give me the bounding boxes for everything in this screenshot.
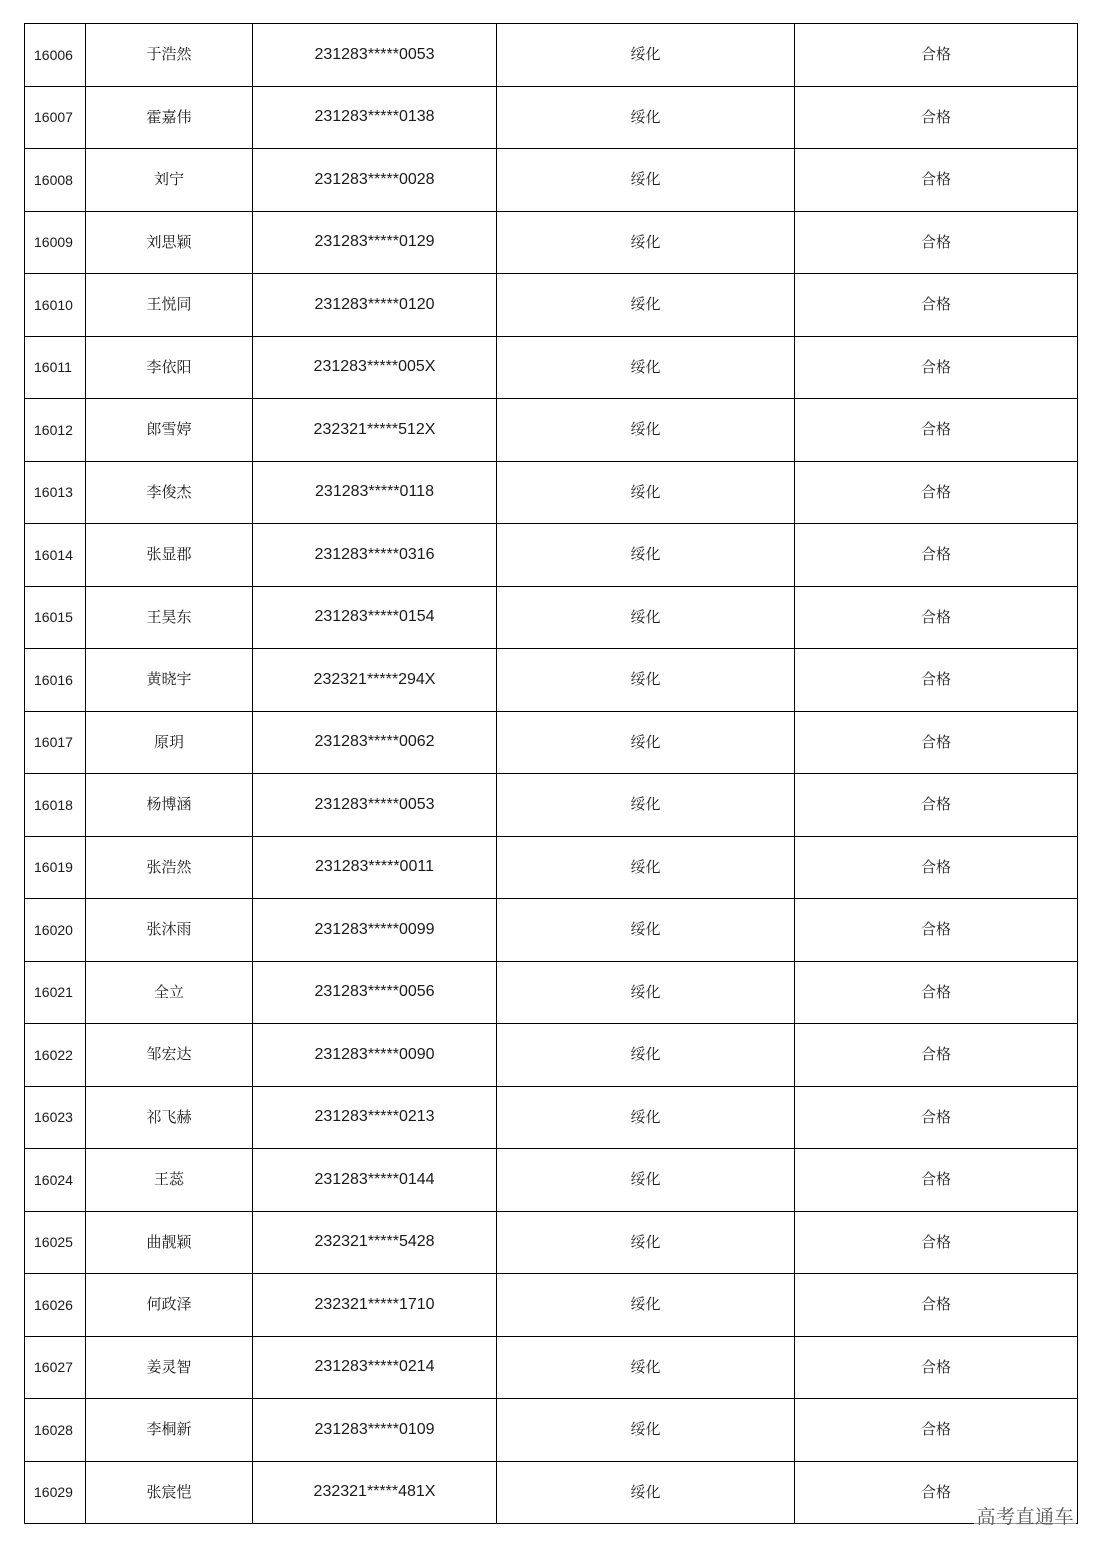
cell-id-card: 231283*****0138 [253,86,497,149]
cell-name: 姜灵智 [86,1336,253,1399]
cell-result: 合格 [795,1461,1078,1524]
cell-id: 16011 [25,336,86,399]
cell-id-card: 231283*****0154 [253,586,497,649]
cell-region: 绥化 [497,336,795,399]
cell-name: 原玥 [86,711,253,774]
table-row [25,24,1078,87]
table-row [25,1149,1078,1212]
cell-id: 16007 [25,86,86,149]
results-table-container [24,23,1077,1524]
cell-id-card: 231283*****0129 [253,211,497,274]
cell-name: 张宸恺 [86,1461,253,1524]
cell-result: 合格 [795,961,1078,1024]
cell-id-card: 232321*****294X [253,649,497,712]
table-row [25,649,1078,712]
cell-id-card: 232321*****5428 [253,1211,497,1274]
cell-id: 16021 [25,961,86,1024]
cell-region: 绥化 [497,399,795,462]
table-row [25,149,1078,212]
cell-id-card: 231283*****0144 [253,1149,497,1212]
cell-name: 郎雪婷 [86,399,253,462]
cell-result: 合格 [795,1086,1078,1149]
cell-name: 王昊东 [86,586,253,649]
cell-name: 李俊杰 [86,461,253,524]
cell-name: 曲靓颖 [86,1211,253,1274]
cell-result: 合格 [795,649,1078,712]
cell-id-card: 231283*****0090 [253,1024,497,1087]
table-row [25,211,1078,274]
cell-id: 16026 [25,1274,86,1337]
cell-result: 合格 [795,149,1078,212]
cell-name: 祁飞赫 [86,1086,253,1149]
table-row [25,711,1078,774]
cell-result: 合格 [795,1399,1078,1462]
cell-region: 绥化 [497,211,795,274]
cell-id-card: 231283*****0028 [253,149,497,212]
table-row [25,274,1078,337]
cell-name: 张沐雨 [86,899,253,962]
cell-result: 合格 [795,24,1078,87]
cell-result: 合格 [795,1336,1078,1399]
cell-name: 杨博涵 [86,774,253,837]
cell-region: 绥化 [497,149,795,212]
cell-name: 刘宁 [86,149,253,212]
cell-id: 16016 [25,649,86,712]
table-row [25,961,1078,1024]
cell-id: 16024 [25,1149,86,1212]
cell-id-card: 231283*****0316 [253,524,497,587]
cell-id-card: 231283*****0109 [253,1399,497,1462]
cell-region: 绥化 [497,1274,795,1337]
cell-name: 邹宏达 [86,1024,253,1087]
cell-id: 16017 [25,711,86,774]
table-row [25,1461,1078,1524]
cell-result: 合格 [795,586,1078,649]
cell-result: 合格 [795,524,1078,587]
cell-id: 16028 [25,1399,86,1462]
cell-id: 16013 [25,461,86,524]
table-row [25,586,1078,649]
table-row [25,774,1078,837]
cell-result: 合格 [795,1024,1078,1087]
cell-result: 合格 [795,836,1078,899]
results-table [24,23,1078,1524]
table-row [25,1086,1078,1149]
cell-region: 绥化 [497,1149,795,1212]
cell-region: 绥化 [497,24,795,87]
cell-name: 李依阳 [86,336,253,399]
cell-id-card: 231283*****0062 [253,711,497,774]
cell-region: 绥化 [497,1024,795,1087]
cell-id: 16023 [25,1086,86,1149]
watermark: 高考直通车 [974,1502,1076,1529]
cell-id: 16027 [25,1336,86,1399]
cell-id-card: 231283*****0213 [253,1086,497,1149]
cell-id: 16018 [25,774,86,837]
cell-id: 16019 [25,836,86,899]
cell-id-card: 232321*****512X [253,399,497,462]
cell-name: 于浩然 [86,24,253,87]
cell-region: 绥化 [497,1336,795,1399]
table-row [25,336,1078,399]
cell-id-card: 231283*****0099 [253,899,497,962]
cell-id-card: 231283*****005X [253,336,497,399]
cell-result: 合格 [795,336,1078,399]
cell-region: 绥化 [497,1461,795,1524]
table-row [25,1274,1078,1337]
cell-name: 李桐新 [86,1399,253,1462]
cell-name: 黄晓宇 [86,649,253,712]
cell-result: 合格 [795,1274,1078,1337]
table-row [25,1024,1078,1087]
cell-id: 16015 [25,586,86,649]
cell-result: 合格 [795,86,1078,149]
cell-id-card: 231283*****0214 [253,1336,497,1399]
cell-name: 张显郡 [86,524,253,587]
cell-region: 绥化 [497,711,795,774]
cell-id: 16020 [25,899,86,962]
cell-region: 绥化 [497,461,795,524]
cell-id-card: 231283*****0011 [253,836,497,899]
cell-region: 绥化 [497,1086,795,1149]
cell-name: 王蕊 [86,1149,253,1212]
cell-id-card: 231283*****0053 [253,774,497,837]
table-row [25,524,1078,587]
cell-result: 合格 [795,711,1078,774]
cell-id: 16008 [25,149,86,212]
cell-result: 合格 [795,274,1078,337]
cell-id-card: 231283*****0120 [253,274,497,337]
cell-name: 全立 [86,961,253,1024]
cell-name: 何政泽 [86,1274,253,1337]
cell-result: 合格 [795,774,1078,837]
cell-name: 霍嘉伟 [86,86,253,149]
table-row [25,1211,1078,1274]
cell-id: 16022 [25,1024,86,1087]
cell-region: 绥化 [497,961,795,1024]
cell-id: 16009 [25,211,86,274]
cell-id-card: 231283*****0118 [253,461,497,524]
table-row [25,461,1078,524]
results-table-body [25,24,1078,1524]
cell-region: 绥化 [497,836,795,899]
cell-id-card: 231283*****0056 [253,961,497,1024]
table-row [25,1336,1078,1399]
cell-id: 16012 [25,399,86,462]
cell-result: 合格 [795,399,1078,462]
cell-id-card: 231283*****0053 [253,24,497,87]
cell-id: 16010 [25,274,86,337]
cell-region: 绥化 [497,774,795,837]
cell-result: 合格 [795,1211,1078,1274]
cell-name: 刘思颖 [86,211,253,274]
cell-region: 绥化 [497,274,795,337]
cell-id: 16029 [25,1461,86,1524]
cell-id: 16014 [25,524,86,587]
cell-region: 绥化 [497,586,795,649]
cell-result: 合格 [795,1149,1078,1212]
cell-id: 16025 [25,1211,86,1274]
cell-region: 绥化 [497,1211,795,1274]
table-row [25,399,1078,462]
table-row [25,1399,1078,1462]
cell-region: 绥化 [497,524,795,587]
cell-region: 绥化 [497,899,795,962]
table-row [25,836,1078,899]
table-row [25,86,1078,149]
cell-region: 绥化 [497,86,795,149]
cell-name: 张浩然 [86,836,253,899]
cell-id-card: 232321*****1710 [253,1274,497,1337]
cell-result: 合格 [795,461,1078,524]
cell-name: 王悦同 [86,274,253,337]
cell-region: 绥化 [497,649,795,712]
cell-result: 合格 [795,211,1078,274]
cell-id: 16006 [25,24,86,87]
cell-result: 合格 [795,899,1078,962]
cell-region: 绥化 [497,1399,795,1462]
cell-id-card: 232321*****481X [253,1461,497,1524]
table-row [25,899,1078,962]
